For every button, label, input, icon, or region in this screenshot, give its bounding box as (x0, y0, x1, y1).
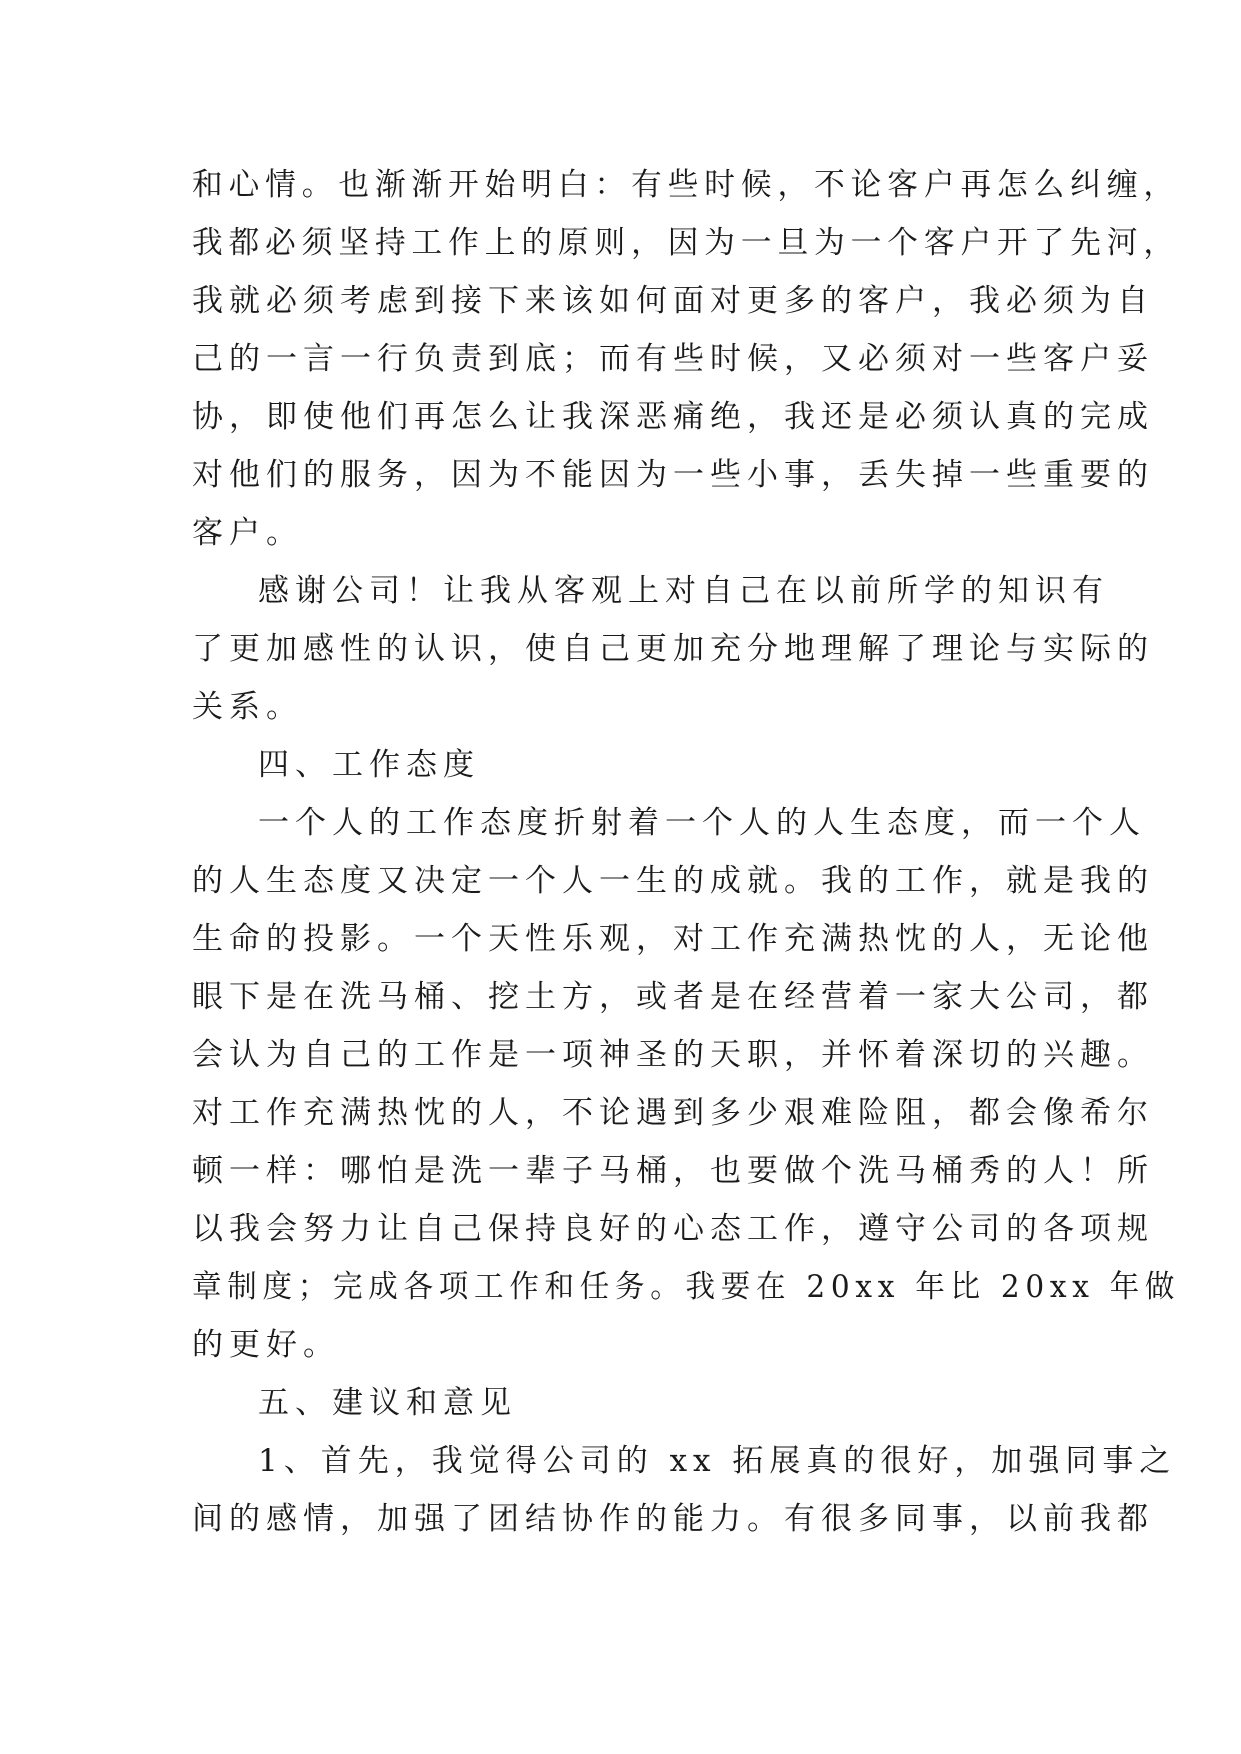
text-line: 对工作充满热忱的人，不论遇到多少艰难险阻，都会像希尔 (192, 1095, 1154, 1131)
paragraph-start: 1、首先，我觉得公司的 xx 拓展真的很好，加强同事之 (258, 1443, 1177, 1479)
text-line: 的人生态度又决定一个人一生的成就。我的工作，就是我的 (192, 863, 1154, 899)
text-line: 会认为自己的工作是一项神圣的天职，并怀着深切的兴趣。 (192, 1037, 1154, 1073)
text-line: 我都必须坚持工作上的原则，因为一旦为一个客户开了先河， (192, 225, 1181, 261)
section-heading: 四、工作态度 (258, 747, 480, 783)
text-line: 以我会努力让自己保持良好的心态工作，遵守公司的各项规 (192, 1211, 1154, 1247)
paragraph-start: 感谢公司！让我从客观上对自己在以前所学的知识有 (258, 573, 1109, 609)
text-line: 关系。 (192, 689, 303, 725)
paragraph-start: 一个人的工作态度折射着一个人的人生态度，而一个人 (258, 805, 1146, 841)
section-heading: 五、建议和意见 (258, 1385, 517, 1421)
text-line: 生命的投影。一个天性乐观，对工作充满热忱的人，无论他 (192, 921, 1154, 957)
text-line: 间的感情，加强了团结协作的能力。有很多同事，以前我都 (192, 1501, 1154, 1537)
text-line: 章制度；完成各项工作和任务。我要在 20xx 年比 20xx 年做 (192, 1269, 1181, 1305)
text-line: 己的一言一行负责到底；而有些时候，又必须对一些客户妥 (192, 341, 1154, 377)
text-line: 的更好。 (192, 1327, 340, 1363)
text-line: 协，即使他们再怎么让我深恶痛绝，我还是必须认真的完成 (192, 399, 1154, 435)
text-line: 对他们的服务，因为不能因为一些小事，丢失掉一些重要的 (192, 457, 1154, 493)
text-line: 眼下是在洗马桶、挖土方，或者是在经营着一家大公司，都 (192, 979, 1154, 1015)
text-line: 客户。 (192, 515, 303, 551)
text-line: 了更加感性的认识，使自己更加充分地理解了理论与实际的 (192, 631, 1154, 667)
text-line: 和心情。也渐渐开始明白：有些时候，不论客户再怎么纠缠， (192, 167, 1181, 203)
text-line: 顿一样：哪怕是洗一辈子马桶，也要做个洗马桶秀的人！所 (192, 1153, 1154, 1189)
text-line: 我就必须考虑到接下来该如何面对更多的客户，我必须为自 (192, 283, 1154, 319)
